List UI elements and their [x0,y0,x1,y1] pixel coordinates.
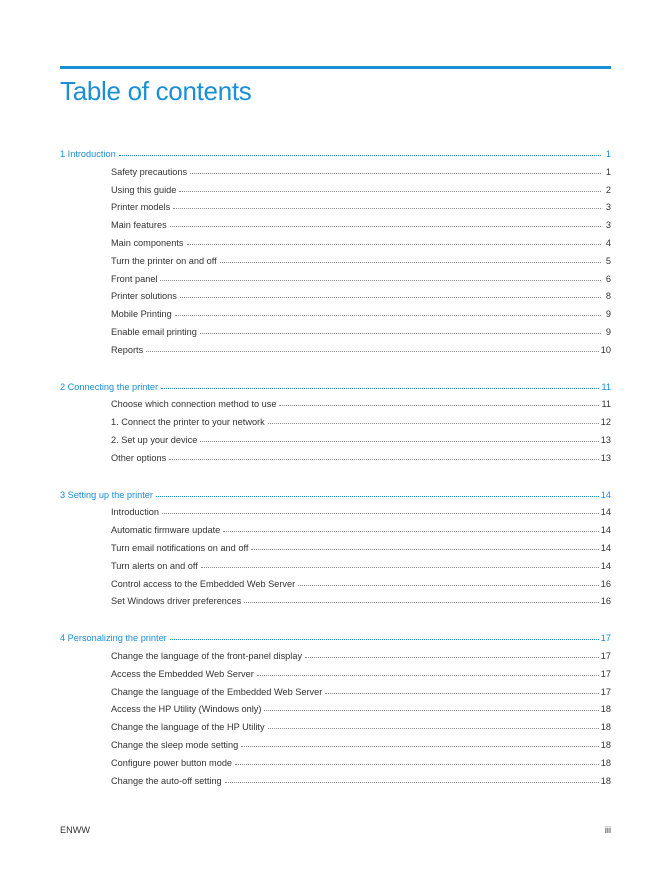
toc-section-entry[interactable] [60,253,611,271]
dot-leader [264,709,598,711]
toc-section-entry-page: 13 [600,452,611,463]
toc-chapter-entry[interactable] [60,487,611,505]
dot-leader [156,495,599,497]
toc-section-entry-page: 14 [600,560,611,571]
dot-leader [257,674,599,676]
toc-section-entry-page: 8 [605,291,611,302]
toc-section-entry-title: Set Windows driver preferences [111,596,242,607]
toc-chapter-entry[interactable] [60,146,611,164]
toc-section-entry-page: 16 [600,578,611,589]
toc-section-entry-title: Using this guide [111,184,177,195]
toc-section-entry-page: 14 [600,542,611,553]
toc-section-entry-title: Change the language of the HP Utility [111,722,265,733]
toc-section-entry[interactable] [60,288,611,306]
toc-section-entry[interactable] [60,164,611,182]
dot-leader [119,154,601,156]
toc-chapter [60,487,611,612]
toc-section-entry[interactable] [60,755,611,773]
toc-section-entry-title: Automatic firmware update [111,525,221,536]
dot-leader [268,422,599,424]
toc-section-entry-page: 13 [600,434,611,445]
dot-leader [179,190,601,192]
dot-leader [244,601,599,603]
toc-section-entry-title: Printer solutions [111,291,177,302]
toc-section-entry-page: 18 [600,722,611,733]
toc-section-entry-page: 9 [605,309,611,320]
dot-leader [160,279,601,281]
toc-section-entry-page: 14 [600,507,611,518]
toc-section-entry-page: 2 [605,184,611,195]
dot-leader [201,566,599,568]
toc-section-entry-page: 17 [600,650,611,661]
toc-section-entry-page: 4 [605,237,611,248]
dot-leader [200,440,598,442]
dot-leader [190,172,601,174]
toc-section-entry-page: 14 [600,525,611,536]
toc-section-entry[interactable] [60,540,611,558]
toc-section-entry-page: 18 [600,739,611,750]
toc-chapter-entry[interactable] [60,630,611,648]
dot-leader [146,350,599,352]
toc-section-entry-title: Control access to the Embedded Web Server [111,578,296,589]
toc-section-entry[interactable] [60,558,611,576]
toc-chapter [60,379,611,468]
toc-section-entry-page: 10 [600,344,611,355]
dot-leader [298,584,599,586]
toc-section-entry-title: Other options [111,452,167,463]
toc-section-entry[interactable] [60,217,611,235]
toc-section-entry-page: 3 [605,202,611,213]
toc-chapter-entry-title: 3 Setting up the printer [60,489,153,500]
toc-section-entry-page: 6 [605,273,611,284]
toc-section-entry[interactable] [60,414,611,432]
page-number: iii [604,825,611,835]
toc-section-entry-title: Turn alerts on and off [111,560,198,571]
toc-section-entry[interactable] [60,773,611,791]
toc-chapter [60,146,611,360]
toc-section-entry-title: Configure power button mode [111,757,233,768]
toc-section-entry-page: 3 [605,220,611,231]
page-title: Table of contents [60,76,252,106]
toc-section-entry-title: Safety precautions [111,166,188,177]
toc-section-entry-title: Front panel [111,273,158,284]
toc-section-entry-title: Access the HP Utility (Windows only) [111,704,262,715]
toc-chapter-entry-page: 14 [600,489,611,500]
toc-section-entry-title: Introduction [111,507,160,518]
toc-section-entry-title: Change the language of the front-panel display [111,650,303,661]
toc-section-entry[interactable] [60,576,611,594]
toc-section-entry-title: 1. Connect the printer to your network [111,417,265,428]
toc-section-entry[interactable] [60,701,611,719]
toc-section-entry-page: 18 [600,704,611,715]
dot-leader [187,243,601,245]
toc-section-entry[interactable] [60,396,611,414]
toc-chapter [60,630,611,790]
dot-leader [170,638,599,640]
dot-leader [200,332,601,334]
toc-section-entry-page: 9 [605,326,611,337]
toc-chapter-entry-page: 11 [601,381,611,392]
toc-section-entry[interactable] [60,306,611,324]
dot-leader [235,763,599,765]
toc-section-entry-title: Printer models [111,202,171,213]
toc-section-entry[interactable] [60,324,611,342]
toc-section-entry-page: 16 [600,596,611,607]
footer-left: ENWW [60,825,91,835]
toc-section-entry[interactable] [60,182,611,200]
toc-section-entry[interactable] [60,522,611,540]
toc-section-entry[interactable] [60,235,611,253]
toc-section-entry-title: Access the Embedded Web Server [111,668,254,679]
dot-leader [170,225,601,227]
dot-leader [169,458,599,460]
dot-leader [279,404,599,406]
dot-leader [161,387,599,389]
toc-section-entry[interactable] [60,199,611,217]
toc-section-entry-page: 18 [600,757,611,768]
toc-section-entry[interactable] [60,432,611,450]
dot-leader [180,296,601,298]
toc-section-entry[interactable] [60,684,611,702]
dot-leader [251,548,598,550]
toc-section-entry[interactable] [60,593,611,611]
toc-section-entry-title: Change the auto-off setting [111,775,222,786]
table-of-contents [60,146,611,809]
toc-section-entry-page: 1 [605,166,611,177]
toc-section-entry-page: 5 [605,255,611,266]
dot-leader [225,781,599,783]
toc-section-entry-title: Change the sleep mode setting [111,739,239,750]
toc-section-entry-title: Turn email notifications on and off [111,542,249,553]
toc-section-entry-title: Main features [111,220,167,231]
toc-section-entry[interactable] [60,504,611,522]
toc-section-entry-page: 17 [600,668,611,679]
title-rule [60,66,611,69]
toc-chapter-entry-page: 17 [600,633,611,644]
toc-chapter-entry[interactable] [60,379,611,397]
toc-section-entry-title: Reports [111,344,144,355]
dot-leader [223,530,598,532]
toc-chapter-entry-title: 4 Personalizing the printer [60,633,167,644]
toc-section-entry-title: Change the language of the Embedded Web Server [111,686,323,697]
toc-chapter-entry-page: 1 [605,149,611,159]
toc-chapter-entry-title: 2 Connecting the printer [60,381,159,392]
toc-section-entry-title: Enable email printing [111,326,197,337]
toc-section-entry[interactable] [60,737,611,755]
dot-leader [162,512,599,514]
toc-section-entry[interactable] [60,648,611,666]
toc-section-entry-page: 12 [600,417,611,428]
toc-section-entry-title: Turn the printer on and off [111,255,217,266]
toc-section-entry[interactable] [60,271,611,289]
dot-leader [268,727,599,729]
toc-section-entry-title: Choose which connection method to use [111,399,277,410]
toc-section-entry-title: Mobile Printing [111,309,172,320]
toc-chapter-entry-title: 1 Introduction [60,149,116,159]
toc-section-entry-page: 11 [601,399,611,410]
dot-leader [175,314,601,316]
dot-leader [241,745,599,747]
dot-leader [220,261,601,263]
dot-leader [305,656,599,658]
dot-leader [325,692,598,694]
toc-section-entry-page: 18 [600,775,611,786]
toc-section-entry-page: 17 [600,686,611,697]
dot-leader [173,207,601,209]
toc-section-entry[interactable] [60,666,611,684]
toc-section-entry[interactable] [60,719,611,737]
toc-section-entry-title: 2. Set up your device [111,434,198,445]
toc-section-entry-title: Main components [111,237,184,248]
toc-section-entry[interactable] [60,342,611,360]
toc-section-entry[interactable] [60,450,611,468]
